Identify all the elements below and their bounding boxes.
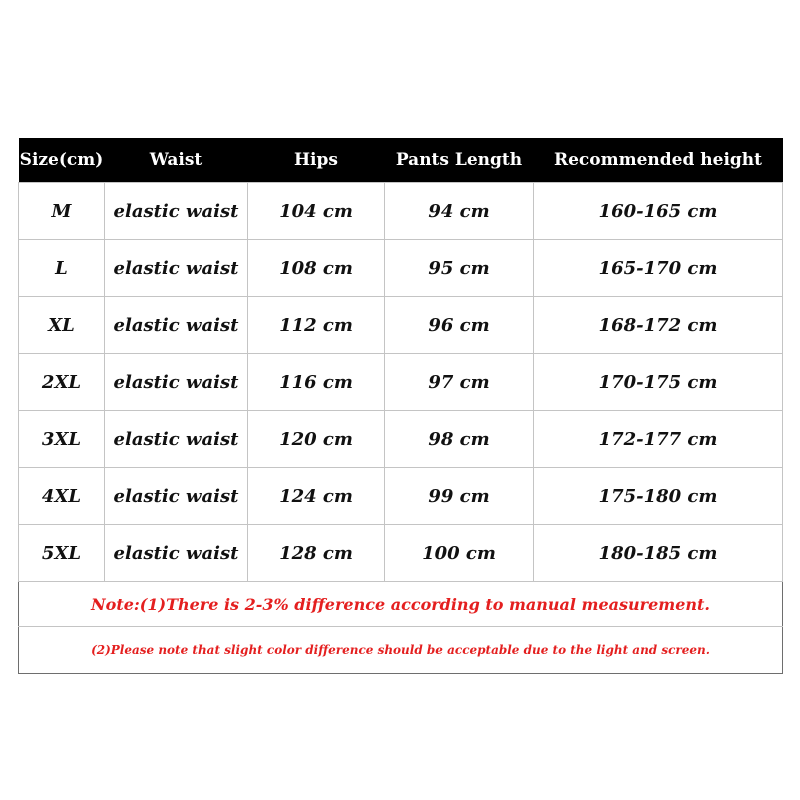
size-cell: 5XL: [19, 525, 105, 582]
table-row: [19, 525, 783, 582]
pants-length-cell: 100 cm: [385, 525, 534, 582]
waist-cell: elastic waist: [105, 525, 248, 582]
header-row: [19, 138, 783, 183]
hips-cell: 104 cm: [248, 183, 385, 240]
hips-cell: 120 cm: [248, 411, 385, 468]
table-row: [19, 297, 783, 354]
size-cell: 3XL: [19, 411, 105, 468]
note-row: [19, 582, 783, 627]
header-size: Size(cm): [19, 138, 105, 183]
color-difference-note: (2)Please note that slight color difference should be acceptable due to the light and screen.: [19, 627, 783, 674]
recommended-height-cell: 170-175 cm: [534, 354, 783, 411]
size-cell: 2XL: [19, 354, 105, 411]
pants-length-cell: 96 cm: [385, 297, 534, 354]
hips-cell: 116 cm: [248, 354, 385, 411]
waist-cell: elastic waist: [105, 240, 248, 297]
size-cell: XL: [19, 297, 105, 354]
measurement-note: Note:(1)There is 2-3% difference according to manual measurement.: [19, 582, 783, 627]
header-pants-length: Pants Length: [385, 138, 534, 183]
pants-length-cell: 95 cm: [385, 240, 534, 297]
waist-cell: elastic waist: [105, 297, 248, 354]
pants-length-cell: 99 cm: [385, 468, 534, 525]
table-row: [19, 354, 783, 411]
hips-cell: 124 cm: [248, 468, 385, 525]
size-chart-table: [18, 138, 783, 674]
table-row: [19, 240, 783, 297]
header-recommended-height: Recommended height: [534, 138, 783, 183]
table-row: [19, 183, 783, 240]
size-cell: 4XL: [19, 468, 105, 525]
hips-cell: 112 cm: [248, 297, 385, 354]
waist-cell: elastic waist: [105, 468, 248, 525]
pants-length-cell: 94 cm: [385, 183, 534, 240]
pants-length-cell: 98 cm: [385, 411, 534, 468]
recommended-height-cell: 180-185 cm: [534, 525, 783, 582]
table-row: [19, 468, 783, 525]
hips-cell: 108 cm: [248, 240, 385, 297]
hips-cell: 128 cm: [248, 525, 385, 582]
recommended-height-cell: 160-165 cm: [534, 183, 783, 240]
header-waist: Waist: [105, 138, 248, 183]
recommended-height-cell: 175-180 cm: [534, 468, 783, 525]
pants-length-cell: 97 cm: [385, 354, 534, 411]
recommended-height-cell: 165-170 cm: [534, 240, 783, 297]
recommended-height-cell: 168-172 cm: [534, 297, 783, 354]
table-row: [19, 411, 783, 468]
size-cell: M: [19, 183, 105, 240]
waist-cell: elastic waist: [105, 354, 248, 411]
header-hips: Hips: [248, 138, 385, 183]
size-cell: L: [19, 240, 105, 297]
note-row: [19, 627, 783, 674]
waist-cell: elastic waist: [105, 411, 248, 468]
waist-cell: elastic waist: [105, 183, 248, 240]
recommended-height-cell: 172-177 cm: [534, 411, 783, 468]
